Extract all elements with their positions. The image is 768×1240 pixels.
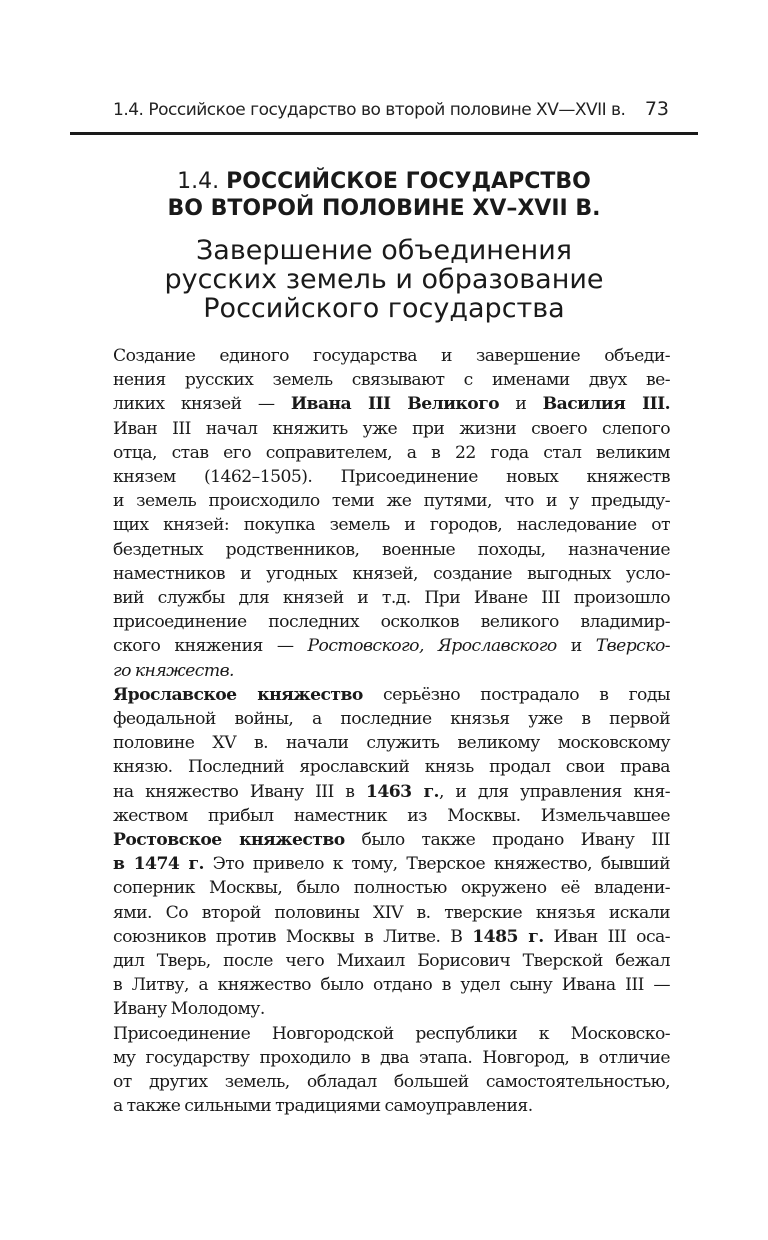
text-line: вий службы для князей и т.д. При Иване III произошло [113,588,670,609]
section-title-line-2: ВО ВТОРОЙ ПОЛОВИНЕ XV–XVII В. [167,196,601,221]
text-line: дил Тверь, после чего Михаил Борисович Тверской бежал [113,951,670,972]
text-line: му государству проходило в два этапа. Новгород, в отличие [113,1047,670,1068]
text-line: го княжеств. [113,660,234,681]
italic-principalities: Ростовского, Ярославского [307,636,557,657]
running-head-title: 1.4. Российское государство во второй половине XV—XVII в. [113,100,626,120]
body-text [113,344,670,1119]
running-head [113,98,669,120]
text-line: и земель происходило теми же путями, что и у предыду- [113,491,670,512]
section-title-line-1: РОССИЙСКОЕ ГОСУДАРСТВО [226,169,591,194]
text-line: князю. Последний ярославский князь продал свои права [113,757,670,778]
term-rostov-principality: Ростовское княжество [113,830,345,851]
text-line: соперник Москвы, было полностью окружено её владени- [113,878,670,899]
text-line: щих князей: покупка земель и городов, наследование от [113,515,670,536]
subsection-heading-line-3: Российского государства [203,293,565,324]
date-1485: 1485 г. [472,926,544,947]
text-line: жеством прибыл наместник из Москвы. Измельчавшее [113,805,670,826]
name-vasily-iii: Василия III [542,394,665,415]
text-line: союзников против Москвы в Литве. В 1485 г. Иван III оса- [113,926,670,947]
section-number: 1.4. [177,169,220,194]
date-1463: 1463 г. [365,781,439,802]
text-line: присоединение последних осколков великого владимир- [113,612,670,633]
text-line: Создание единого государства и завершение объеди- [113,346,670,366]
text-line: ского княжения — Ростовского, Ярославского и Тверско- [113,636,671,657]
text-line: Иван III начал княжить уже при жизни своего слепого [113,418,670,439]
text-line: князем (1462–1505). Присоединение новых княжеств [113,467,670,488]
name-ivan-iii: Ивана III Великого [290,394,500,415]
text-line: нения русских земель связывают с именами двух ве- [113,370,670,391]
text-line: на княжество Ивану III в 1463 г., и для управления кня- [113,781,670,802]
text-line: в 1474 г. Это привело к тому, Тверское княжество, бывший [113,854,671,875]
header-rule [70,132,698,135]
subsection-heading [100,236,668,323]
text-line: в Литву, а княжество было отдано в удел сыну Ивана III — [113,975,670,996]
paragraph-3 [113,1022,670,1119]
text-line: феодальной войны, а последние князья уже в первой [113,709,670,730]
text-line: Ярославское княжество серьёзно пострадало в годы [113,684,670,705]
section-title [100,168,668,222]
text-line: а также сильными традициями самоуправления. [113,1096,533,1117]
text-line: половине XV в. начали служить великому московскому [113,733,670,754]
text-line: отца, став его соправителем, а в 22 года стал великим [113,442,670,463]
paragraph-2 [113,683,670,1022]
term-yaroslavl-principality: Ярославское княжество [113,684,363,705]
text-line: Присоединение Новгородской республики к Московско- [113,1023,670,1044]
text-line: Ивану Молодому. [113,999,265,1020]
date-1474: в 1474 г. [113,854,204,875]
text-line: от других земель, обладал большей самостоятельностью, [113,1072,670,1093]
subsection-heading-line-1: Завершение объединения [195,235,572,266]
text-line: наместников и угодных князей, создание выгодных усло- [113,563,670,584]
paragraph-1 [113,344,670,683]
text-line: бездетных родственников, военные походы, назначение [113,539,670,560]
text-line: ями. Со второй половины XIV в. тверские князья искали [113,902,670,923]
page-number: 73 [644,98,669,120]
text-line: ликих князей — Ивана III Великого и Василия III. [113,394,670,415]
subsection-heading-line-2: русских земель и образование [164,264,604,295]
text-line: Ростовское княжество было также продано Ивану III [113,830,670,851]
